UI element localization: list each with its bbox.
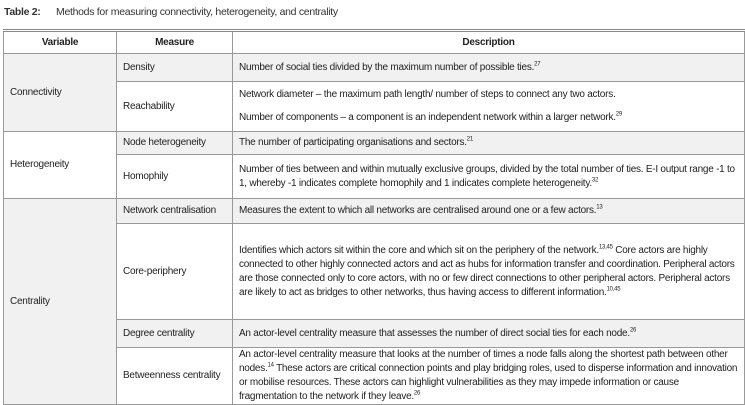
caption-title: Methods for measuring connectivity, heterogeneity, and centrality [56,6,338,18]
measure-cell: Density [117,54,233,82]
table-caption [4,6,338,18]
citation-superscript: 29 [615,111,622,118]
table-row [4,132,745,155]
description-text: Measures the extent to which all networks are centralised around one or a few actors. [239,205,597,216]
variable-cell: Heterogeneity [4,132,117,199]
table-row [4,199,745,224]
description-cell [233,348,745,405]
description-text: Network diameter – the maximum path length/ number of steps to connect any two actors. [239,89,616,100]
citation-superscript: 10,45 [606,286,621,293]
citation-superscript: 26 [413,390,421,397]
methods-table [3,29,745,405]
description-text: Core actors are highly connected to other highly connected actors and act as hubs for information transfer and coordination. Peripheral actors are those connected only to core actors, with no or few direct connections to other peripheral actors. Peripheral actors are likely to act as bridges to other networks, thus having access to different information. [239,244,735,298]
citation-superscript: 14 [267,362,274,369]
description-text: An actor-level centrality measure that looks at the number of times a node falls along the shortest path between other nodes. [239,349,728,374]
description-text: An actor-level centrality measure that assesses the number of direct social ties for each node. [239,327,630,339]
header-description: Description [233,31,745,54]
description-text: Identifies which actors sit within the core and which sit on the periphery of the network. [239,244,599,256]
measure-cell: Core-periphery [117,224,233,320]
description-paragraph [239,88,738,102]
citation-superscript: 26 [629,327,637,334]
caption-label: Table 2: [4,6,41,18]
measure-cell: Node heterogeneity [117,132,233,155]
measure-cell: Betweenness centrality [117,348,233,405]
citation-superscript: 13,45 [598,244,613,251]
description-cell [233,224,745,320]
table-row [4,54,745,82]
header-measure: Measure [117,31,233,54]
header-variable: Variable [4,31,117,54]
measure-cell: Homophily [117,155,233,199]
description-cell [233,132,745,155]
measure-cell: Network centralisation [117,199,233,224]
description-cell [233,199,745,224]
description-paragraph [239,111,738,125]
description-text: Number of ties between and within mutually exclusive groups, divided by the total number of ties. E-I output range -1 to 1, whereby -1 indicates complete homophily and 1 indicates complete heterogeneity. [239,163,735,189]
description-cell [233,320,745,348]
citation-superscript: 27 [534,61,541,68]
description-paragraph [239,61,738,75]
description-text: These actors are critical connection points and play bridging roles, used to disperse information and innovation or mobilise resources. These actors can highlight vulnerabilities as they may impede information or cause fragmentation to the network if they leave. [239,363,738,402]
description-cell [233,155,745,199]
description-text: Number of components – a component is an independent network within a larger network. [239,112,616,123]
description-paragraph [239,327,738,341]
citation-superscript: 32 [591,177,599,184]
measure-cell: Reachability [117,82,233,132]
citation-superscript: 21 [466,136,473,143]
description-paragraph [239,348,738,404]
description-text: The number of participating organisations and sectors. [239,137,467,148]
measure-cell: Degree centrality [117,320,233,348]
variable-cell: Centrality [4,199,117,405]
description-paragraph [239,163,738,191]
description-cell [233,54,745,82]
description-paragraph [239,204,738,218]
description-paragraph [239,244,738,300]
description-cell [233,82,745,132]
description-text: Number of social ties divided by the maximum number of possible ties. [239,61,535,73]
variable-cell: Connectivity [4,54,117,132]
citation-superscript: 13 [596,204,603,211]
header-row [4,31,745,54]
description-paragraph [239,136,738,150]
